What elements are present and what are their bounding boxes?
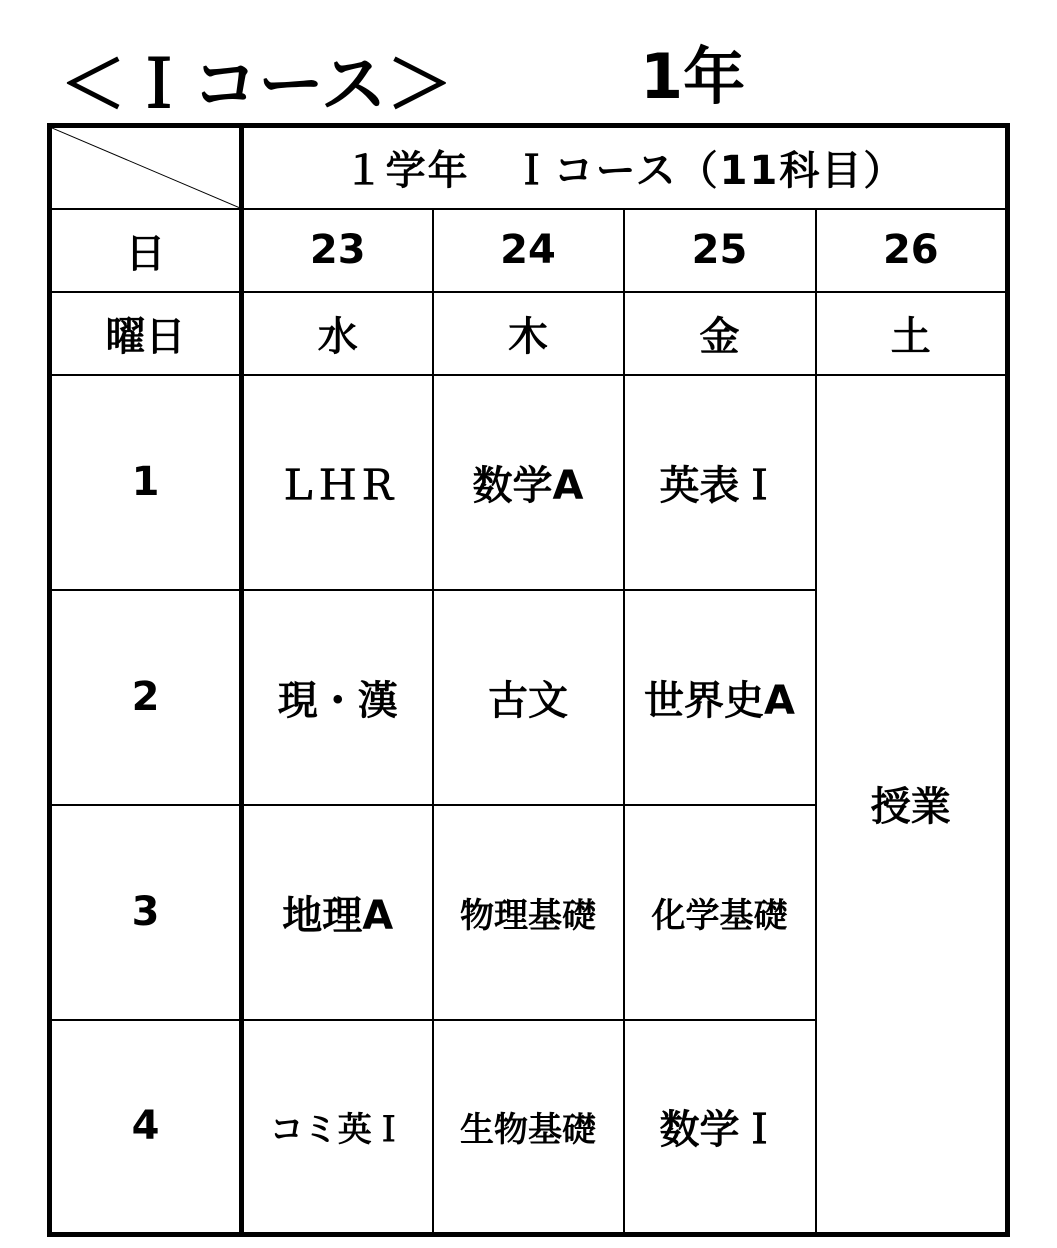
weekday-cell: 水 (242, 292, 433, 375)
exam-schedule-table (47, 123, 1010, 1237)
subject-cell: 化学基礎 (624, 805, 816, 1020)
subject-cell: ＬＨＲ (242, 375, 433, 590)
date-cell: 25 (624, 209, 816, 292)
subject-cell: コミ英Ｉ (242, 1020, 433, 1235)
table-heading: １学年 Ｉコース（11科目） (242, 126, 1008, 209)
date-cell: 26 (816, 209, 1008, 292)
weekday-row (50, 292, 1008, 375)
saturday-class-cell: 授業 (816, 375, 1008, 1235)
subject-cell: 数学A (433, 375, 624, 590)
weekday-cell: 土 (816, 292, 1008, 375)
table-heading-row (50, 126, 1008, 209)
period-number: 2 (50, 590, 242, 805)
date-cell: 23 (242, 209, 433, 292)
period-number: 3 (50, 805, 242, 1020)
subject-cell: 現・漢 (242, 590, 433, 805)
subject-cell: 英表Ｉ (624, 375, 816, 590)
weekday-cell: 木 (433, 292, 624, 375)
period-row (50, 375, 1008, 590)
course-title: ＜Ｉコース＞ (60, 46, 453, 123)
grade-title: 1年 (640, 40, 746, 113)
subject-cell: 数学Ｉ (624, 1020, 816, 1235)
day-label: 日 (50, 209, 242, 292)
weekday-cell: 金 (624, 292, 816, 375)
subject-cell: 地理A (242, 805, 433, 1020)
date-row (50, 209, 1008, 292)
corner-cell (50, 126, 242, 209)
subject-cell: 物理基礎 (433, 805, 624, 1020)
subject-cell: 世界史A (624, 590, 816, 805)
subject-cell: 古文 (433, 590, 624, 805)
period-number: 4 (50, 1020, 242, 1235)
period-number: 1 (50, 375, 242, 590)
weekday-label: 曜日 (50, 292, 242, 375)
subject-cell: 生物基礎 (433, 1020, 624, 1235)
diagonal-line-icon (52, 128, 239, 208)
date-cell: 24 (433, 209, 624, 292)
